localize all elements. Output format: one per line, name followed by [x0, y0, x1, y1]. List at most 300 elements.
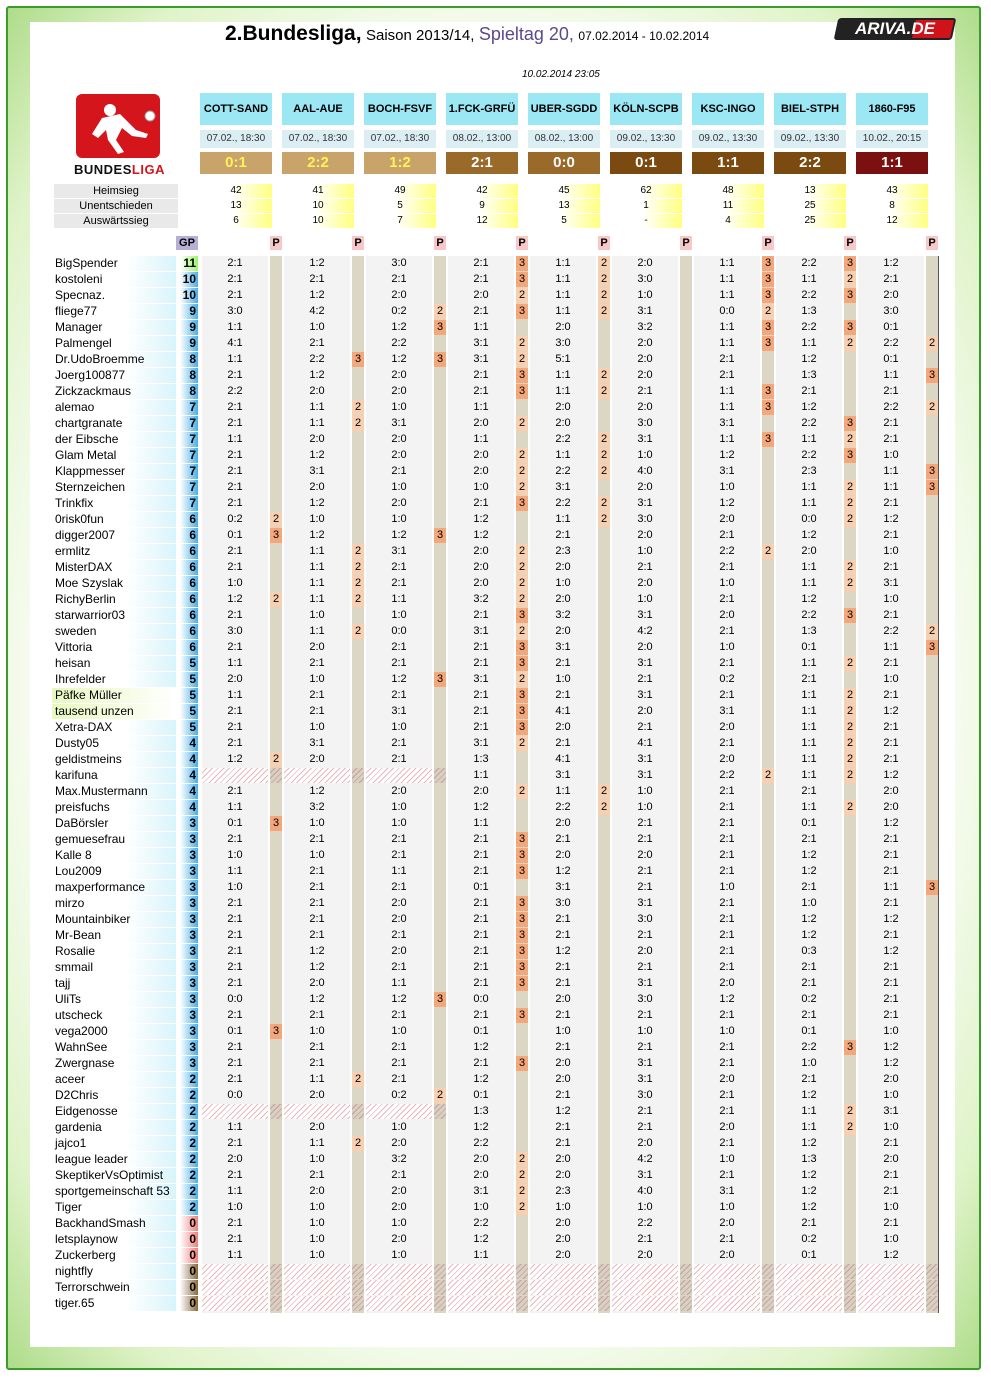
- player-name[interactable]: Dusty05: [52, 736, 176, 751]
- tip-cell: 2:1: [719, 865, 735, 877]
- player-name[interactable]: Vittoria: [52, 640, 176, 655]
- tip-cell: 1:2: [309, 369, 325, 381]
- tip-cell: 3:0: [637, 913, 653, 925]
- match-header[interactable]: 1.FCK-GRFÜ: [446, 93, 518, 125]
- player-name[interactable]: Päfke Müller: [52, 688, 176, 703]
- player-gp: 10: [180, 272, 198, 287]
- no-tip-points-cell: [844, 1264, 856, 1279]
- tip-cell: 1:2: [227, 753, 243, 765]
- tip-cell: 2:0: [473, 545, 489, 557]
- player-name[interactable]: fliege77: [52, 304, 176, 319]
- tip-cell: 1:2: [555, 945, 571, 957]
- no-tip-points-cell: [434, 768, 446, 783]
- tip-cell: 1:3: [801, 305, 817, 317]
- player-gp: 7: [180, 416, 198, 431]
- tip-cell: 1:0: [637, 785, 653, 797]
- tip-cell: 2:0: [555, 321, 571, 333]
- points-cell: 2: [516, 576, 528, 591]
- player-gp: 2: [180, 1104, 198, 1119]
- tip-cell: 2:1: [227, 1169, 243, 1181]
- tip-cell: 2:1: [227, 1057, 243, 1069]
- player-name[interactable]: mirzo: [52, 896, 176, 911]
- tip-cell: 1:2: [309, 289, 325, 301]
- no-tip-cell: [530, 1264, 596, 1279]
- tip-cell: 2:1: [883, 561, 899, 573]
- tip-cell: 1:1: [555, 305, 571, 317]
- player-name[interactable]: chartgranate: [52, 416, 176, 431]
- player-name[interactable]: WahnSee: [52, 1040, 176, 1055]
- player-gp: 6: [180, 544, 198, 559]
- no-tip-points-cell: [926, 1280, 938, 1295]
- tip-cell: 1:0: [637, 545, 653, 557]
- tip-cell: 2:1: [883, 433, 899, 445]
- tip-cell: 1:1: [227, 1121, 243, 1133]
- points-column: [844, 256, 856, 1313]
- tip-cell: 0:0: [801, 513, 817, 525]
- player-name[interactable]: karifuna: [52, 768, 176, 783]
- match-header[interactable]: AAL-AUE: [282, 93, 354, 125]
- tip-cell: 0:0: [227, 993, 243, 1005]
- points-cell: 3: [762, 288, 774, 303]
- tip-cell: 1:0: [309, 817, 325, 829]
- tip-cell: 2:2: [801, 609, 817, 621]
- player-gp: 7: [180, 448, 198, 463]
- tip-cell: 2:1: [719, 961, 735, 973]
- player-name[interactable]: Manager: [52, 320, 176, 335]
- player-name[interactable]: league leader: [52, 1152, 176, 1167]
- tip-cell: 2:0: [637, 337, 653, 349]
- player-name[interactable]: sportgemeinschaft 53: [52, 1184, 176, 1199]
- points-cell: 2: [270, 752, 282, 767]
- tip-cell: 2:0: [719, 1073, 735, 1085]
- tip-cell: 1:1: [227, 689, 243, 701]
- player-name[interactable]: ermlitz: [52, 544, 176, 559]
- player-name[interactable]: kostoleni: [52, 272, 176, 287]
- no-tip-cell: [858, 1296, 924, 1311]
- tip-cell: 2:0: [309, 641, 325, 653]
- no-tip-points-cell: [516, 1280, 528, 1295]
- match-header[interactable]: 1860-F95: [856, 93, 928, 125]
- player-name[interactable]: Xetra-DAX: [52, 720, 176, 735]
- points-cell: 3: [844, 320, 856, 335]
- tip-cell: 1:1: [883, 881, 899, 893]
- tip-cell: 2:2: [719, 545, 735, 557]
- tip-cell: 1:0: [391, 817, 407, 829]
- tip-cell: 2:2: [883, 625, 899, 637]
- player-name[interactable]: Terrorschwein: [52, 1280, 176, 1295]
- no-tip-points-cell: [844, 1280, 856, 1295]
- points-column-header: P: [680, 236, 692, 250]
- no-tip-cell: [448, 1280, 514, 1295]
- match-header[interactable]: KSC-INGO: [692, 93, 764, 125]
- date-range: 07.02.2014 - 10.02.2014: [578, 29, 710, 43]
- player-name[interactable]: Tiger: [52, 1200, 176, 1215]
- points-cell: 2: [844, 704, 856, 719]
- points-cell: 2: [844, 432, 856, 447]
- points-cell: 2: [844, 800, 856, 815]
- tip-cell: 1:1: [555, 273, 571, 285]
- player-name[interactable]: aceer: [52, 1072, 176, 1087]
- tip-cell: 3:1: [637, 433, 653, 445]
- no-tip-points-cell: [352, 1264, 364, 1279]
- tip-cell: 2:1: [227, 417, 243, 429]
- no-tip-points-cell: [598, 1280, 610, 1295]
- player-name[interactable]: 0risk0fun: [52, 512, 176, 527]
- tip-cell: 2:1: [309, 913, 325, 925]
- player-name[interactable]: heisan: [52, 656, 176, 671]
- points-cell: 2: [516, 1184, 528, 1199]
- stat-draw: 25: [774, 199, 846, 213]
- points-cell: 3: [516, 656, 528, 671]
- match-header[interactable]: BOCH-FSVF: [364, 93, 436, 125]
- tip-cell: 2:1: [227, 561, 243, 573]
- player-name[interactable]: alemao: [52, 400, 176, 415]
- player-name[interactable]: Joerg100877: [52, 368, 176, 383]
- tip-cell: 2:1: [637, 865, 653, 877]
- tip-cell: 1:2: [883, 257, 899, 269]
- tip-cell: 2:0: [391, 385, 407, 397]
- tip-cell: 2:1: [391, 273, 407, 285]
- tip-cell: 1:0: [883, 1089, 899, 1101]
- tip-cell: 2:0: [555, 1057, 571, 1069]
- tip-cell: 2:0: [391, 433, 407, 445]
- player-name[interactable]: Moe Szyslak: [52, 576, 176, 591]
- tip-cell: 3:1: [473, 353, 489, 365]
- points-cell: 3: [270, 816, 282, 831]
- player-gp: 5: [180, 672, 198, 687]
- tip-cell: 2:1: [391, 753, 407, 765]
- player-name[interactable]: tausend unzen: [52, 704, 176, 719]
- player-gp: 4: [180, 800, 198, 815]
- player-name[interactable]: der Eibsche: [52, 432, 176, 447]
- tip-cell: 1:1: [391, 865, 407, 877]
- player-name[interactable]: DaBörsler: [52, 816, 176, 831]
- no-tip-points-cell: [434, 1296, 446, 1311]
- bundesliga-logo-text: [74, 162, 174, 177]
- player-name[interactable]: Sternzeichen: [52, 480, 176, 495]
- ariva-logo[interactable]: [836, 16, 956, 42]
- no-tip-cell: [284, 1104, 350, 1119]
- tip-cell: 1:2: [473, 529, 489, 541]
- tip-cell: 2:1: [227, 1073, 243, 1085]
- tip-cell: 2:0: [883, 785, 899, 797]
- player-name[interactable]: nightfly: [52, 1264, 176, 1279]
- tip-cell: 1:0: [637, 593, 653, 605]
- tip-cell: 2:0: [391, 369, 407, 381]
- points-cell: 2: [352, 400, 364, 415]
- tip-cell: 3:1: [555, 481, 571, 493]
- tip-cell: 2:1: [227, 737, 243, 749]
- tip-cell: 1:0: [391, 609, 407, 621]
- no-tip-cell: [694, 1296, 760, 1311]
- points-cell: 2: [352, 576, 364, 591]
- match-result: 1:2: [364, 152, 436, 174]
- tip-cell: 3:2: [309, 801, 325, 813]
- player-name[interactable]: utscheck: [52, 1008, 176, 1023]
- tip-cell: 2:1: [309, 833, 325, 845]
- tip-cell: 2:1: [391, 881, 407, 893]
- points-cell: 2: [598, 368, 610, 383]
- points-cell: 2: [352, 1136, 364, 1151]
- tip-cell: 2:2: [555, 433, 571, 445]
- points-cell: 2: [844, 720, 856, 735]
- tip-cell: 1:0: [719, 641, 735, 653]
- points-cell: 3: [844, 416, 856, 431]
- points-cell: 2: [352, 592, 364, 607]
- player-name[interactable]: gemuesefrau: [52, 832, 176, 847]
- tip-cell: 1:2: [473, 1121, 489, 1133]
- player-gp: 3: [180, 832, 198, 847]
- player-name[interactable]: Dr.UdoBroemme: [52, 352, 176, 367]
- player-gp: 3: [180, 1008, 198, 1023]
- points-cell: 2: [598, 272, 610, 287]
- tip-cell: 1:1: [801, 433, 817, 445]
- points-cell: 2: [516, 1200, 528, 1215]
- ariva-logo-text: ARIVA.DE: [855, 19, 935, 38]
- tip-cell: 4:0: [637, 465, 653, 477]
- player-name[interactable]: Zickzackmaus: [52, 384, 176, 399]
- tip-cell: 1:2: [391, 673, 407, 685]
- tip-cell: 2:0: [637, 353, 653, 365]
- tip-cell: 1:2: [801, 849, 817, 861]
- points-cell: 2: [844, 496, 856, 511]
- player-name[interactable]: maxperformance: [52, 880, 176, 895]
- tip-cell: 1:1: [391, 593, 407, 605]
- no-tip-cell: [530, 1296, 596, 1311]
- tip-cell: 1:0: [883, 593, 899, 605]
- player-gp: 0: [180, 1216, 198, 1231]
- player-gp: 4: [180, 768, 198, 783]
- tip-cell: 2:1: [309, 273, 325, 285]
- points-cell: 3: [762, 320, 774, 335]
- points-cell: 3: [516, 272, 528, 287]
- tip-cell: 1:2: [555, 1105, 571, 1117]
- tip-cell: 1:2: [309, 993, 325, 1005]
- player-name[interactable]: sweden: [52, 624, 176, 639]
- player-gp: 8: [180, 352, 198, 367]
- points-cell: 2: [516, 288, 528, 303]
- tip-cell: 1:1: [719, 257, 735, 269]
- tip-cell: 2:1: [227, 929, 243, 941]
- points-cell: 2: [926, 400, 938, 415]
- points-cell: 2: [762, 544, 774, 559]
- tip-cell: 2:0: [391, 785, 407, 797]
- season-label: Saison 2013/14,: [365, 27, 475, 44]
- tip-cell: 3:1: [637, 1073, 653, 1085]
- tip-cell: 2:1: [801, 673, 817, 685]
- tip-cell: 1:1: [555, 785, 571, 797]
- points-cell: 3: [516, 912, 528, 927]
- player-name[interactable]: letsplaynow: [52, 1232, 176, 1247]
- tip-cell: 2:2: [555, 497, 571, 509]
- player-name[interactable]: Lou2009: [52, 864, 176, 879]
- points-cell: 3: [516, 1056, 528, 1071]
- player-name[interactable]: Mr-Bean: [52, 928, 176, 943]
- tip-cell: 1:1: [801, 753, 817, 765]
- player-name[interactable]: BackhandSmash: [52, 1216, 176, 1231]
- tip-cell: 1:0: [883, 1201, 899, 1213]
- tip-cell: 2:0: [391, 1185, 407, 1197]
- player-name[interactable]: tajj: [52, 976, 176, 991]
- player-name[interactable]: preisfuchs: [52, 800, 176, 815]
- player-name[interactable]: tiger.65: [52, 1296, 176, 1311]
- no-tip-points-cell: [680, 1264, 692, 1279]
- player-name[interactable]: Klappmesser: [52, 464, 176, 479]
- tip-cell: 1:1: [801, 801, 817, 813]
- points-cell: 3: [434, 528, 446, 543]
- tip-cell: 4:1: [637, 737, 653, 749]
- tip-cell: 1:0: [391, 401, 407, 413]
- tip-cell: 2:1: [719, 785, 735, 797]
- tip-cell: 2:0: [473, 577, 489, 589]
- tip-cell: 1:1: [555, 289, 571, 301]
- player-name[interactable]: Kalle 8: [52, 848, 176, 863]
- tip-cell: 2:1: [719, 1057, 735, 1069]
- tip-cell: 1:3: [473, 753, 489, 765]
- player-name[interactable]: BigSpender: [52, 256, 176, 271]
- no-tip-cell: [284, 768, 350, 783]
- tip-cell: 2:0: [473, 465, 489, 477]
- player-name[interactable]: digger2007: [52, 528, 176, 543]
- tip-cell: 2:1: [473, 657, 489, 669]
- tip-cell: 2:0: [637, 481, 653, 493]
- stat-away: 5: [528, 214, 600, 228]
- tip-cell: 2:1: [473, 641, 489, 653]
- points-cell: 2: [844, 736, 856, 751]
- player-name[interactable]: Rosalie: [52, 944, 176, 959]
- tip-cell: 1:0: [309, 673, 325, 685]
- tip-cell: 2:0: [391, 497, 407, 509]
- player-gp: 3: [180, 912, 198, 927]
- player-name[interactable]: Max.Mustermann: [52, 784, 176, 799]
- no-tip-cell: [858, 1280, 924, 1295]
- no-tip-cell: [694, 1264, 760, 1279]
- tip-cell: 2:0: [473, 785, 489, 797]
- tip-cell: 2:1: [391, 657, 407, 669]
- tip-cell: 1:1: [309, 401, 325, 413]
- tip-cell: 2:1: [227, 289, 243, 301]
- player-name[interactable]: Mountainbiker: [52, 912, 176, 927]
- tip-cell: 1:1: [309, 417, 325, 429]
- player-name[interactable]: UliTs: [52, 992, 176, 1007]
- points-cell: 2: [434, 1088, 446, 1103]
- points-cell: 3: [434, 992, 446, 1007]
- no-tip-cell: [366, 1264, 432, 1279]
- tip-cell: 1:2: [309, 961, 325, 973]
- player-name[interactable]: Trinkfix: [52, 496, 176, 511]
- points-cell: 2: [598, 800, 610, 815]
- tip-cell: 2:0: [555, 593, 571, 605]
- match-header[interactable]: UBER-SGDD: [528, 93, 600, 125]
- tip-cell: 2:1: [637, 1233, 653, 1245]
- stat-draw: 13: [528, 199, 600, 213]
- tip-cell: 1:1: [309, 625, 325, 637]
- tip-cell: 1:3: [473, 1105, 489, 1117]
- no-tip-cell: [776, 1280, 842, 1295]
- player-name[interactable]: starwarrior03: [52, 608, 176, 623]
- no-tip-cell: [366, 1104, 432, 1119]
- player-name[interactable]: smmail: [52, 960, 176, 975]
- points-cell: 2: [844, 752, 856, 767]
- tip-cell: 2:0: [637, 1137, 653, 1149]
- tip-cell: 2:1: [883, 385, 899, 397]
- bundesliga-logo: [74, 94, 174, 180]
- points-cell: 2: [598, 784, 610, 799]
- player-name[interactable]: Ihrefelder: [52, 672, 176, 687]
- player-gp: 2: [180, 1088, 198, 1103]
- player-name[interactable]: RichyBerlin: [52, 592, 176, 607]
- tip-cell: 2:1: [883, 273, 899, 285]
- tip-cell: 2:1: [555, 833, 571, 845]
- tip-cell: 1:2: [309, 785, 325, 797]
- player-name[interactable]: jajco1: [52, 1136, 176, 1151]
- player-name[interactable]: geldistmeins: [52, 752, 176, 767]
- points-cell: 2: [598, 384, 610, 399]
- tip-cell: 1:2: [801, 913, 817, 925]
- tip-cell: 2:1: [801, 881, 817, 893]
- no-tip-points-cell: [270, 1104, 282, 1119]
- tip-cell: 2:1: [309, 689, 325, 701]
- player-name[interactable]: Specnaz.: [52, 288, 176, 303]
- player-name[interactable]: Eidgenosse: [52, 1104, 176, 1119]
- tip-cell: 1:1: [883, 641, 899, 653]
- tip-cell: 1:0: [309, 609, 325, 621]
- player-name[interactable]: SkeptikerVsOptimist: [52, 1168, 176, 1183]
- player-name[interactable]: MisterDAX: [52, 560, 176, 575]
- tip-cell: 1:0: [555, 1025, 571, 1037]
- stat-home: 41: [282, 184, 354, 198]
- tip-cell: 2:2: [801, 1041, 817, 1053]
- tip-cell: 3:1: [719, 1185, 735, 1197]
- tip-cell: 0:2: [391, 305, 407, 317]
- tip-cell: 2:0: [473, 1153, 489, 1165]
- tip-cell: 1:0: [637, 1025, 653, 1037]
- tip-cell: 1:0: [555, 1201, 571, 1213]
- stat-away: 6: [200, 214, 272, 228]
- player-name[interactable]: gardenia: [52, 1120, 176, 1135]
- player-name[interactable]: Zwergnase: [52, 1056, 176, 1071]
- tip-cell: 2:0: [309, 481, 325, 493]
- match-header[interactable]: BIEL-STPH: [774, 93, 846, 125]
- tip-cell: 1:1: [719, 337, 735, 349]
- tip-cell: 1:1: [473, 433, 489, 445]
- tip-cell: 2:0: [309, 433, 325, 445]
- tip-cell: 2:1: [391, 961, 407, 973]
- match-header[interactable]: KÖLN-SCPB: [610, 93, 682, 125]
- player-name[interactable]: Zuckerberg: [52, 1248, 176, 1263]
- stat-home: 43: [856, 184, 928, 198]
- player-name[interactable]: Glam Metal: [52, 448, 176, 463]
- stat-label-away: Auswärtssieg: [54, 214, 178, 228]
- player-gp: 10: [180, 288, 198, 303]
- logo-text-a: BUNDES: [74, 162, 132, 177]
- tip-cell: 3:1: [473, 1185, 489, 1197]
- tip-cell: 3:1: [883, 1105, 899, 1117]
- player-name[interactable]: D2Chris: [52, 1088, 176, 1103]
- tip-cell: 3:1: [719, 465, 735, 477]
- match-result: 2:1: [446, 152, 518, 174]
- tip-cell: 1:0: [391, 1121, 407, 1133]
- points-cell: 2: [844, 768, 856, 783]
- player-name[interactable]: Palmengel: [52, 336, 176, 351]
- match-header[interactable]: COTT-SAND: [200, 93, 272, 125]
- player-gp: 7: [180, 464, 198, 479]
- tip-cell: 2:0: [883, 289, 899, 301]
- tip-cell: 0:1: [883, 353, 899, 365]
- player-name[interactable]: vega2000: [52, 1024, 176, 1039]
- tip-cell: 2:1: [637, 833, 653, 845]
- player-gp: 6: [180, 592, 198, 607]
